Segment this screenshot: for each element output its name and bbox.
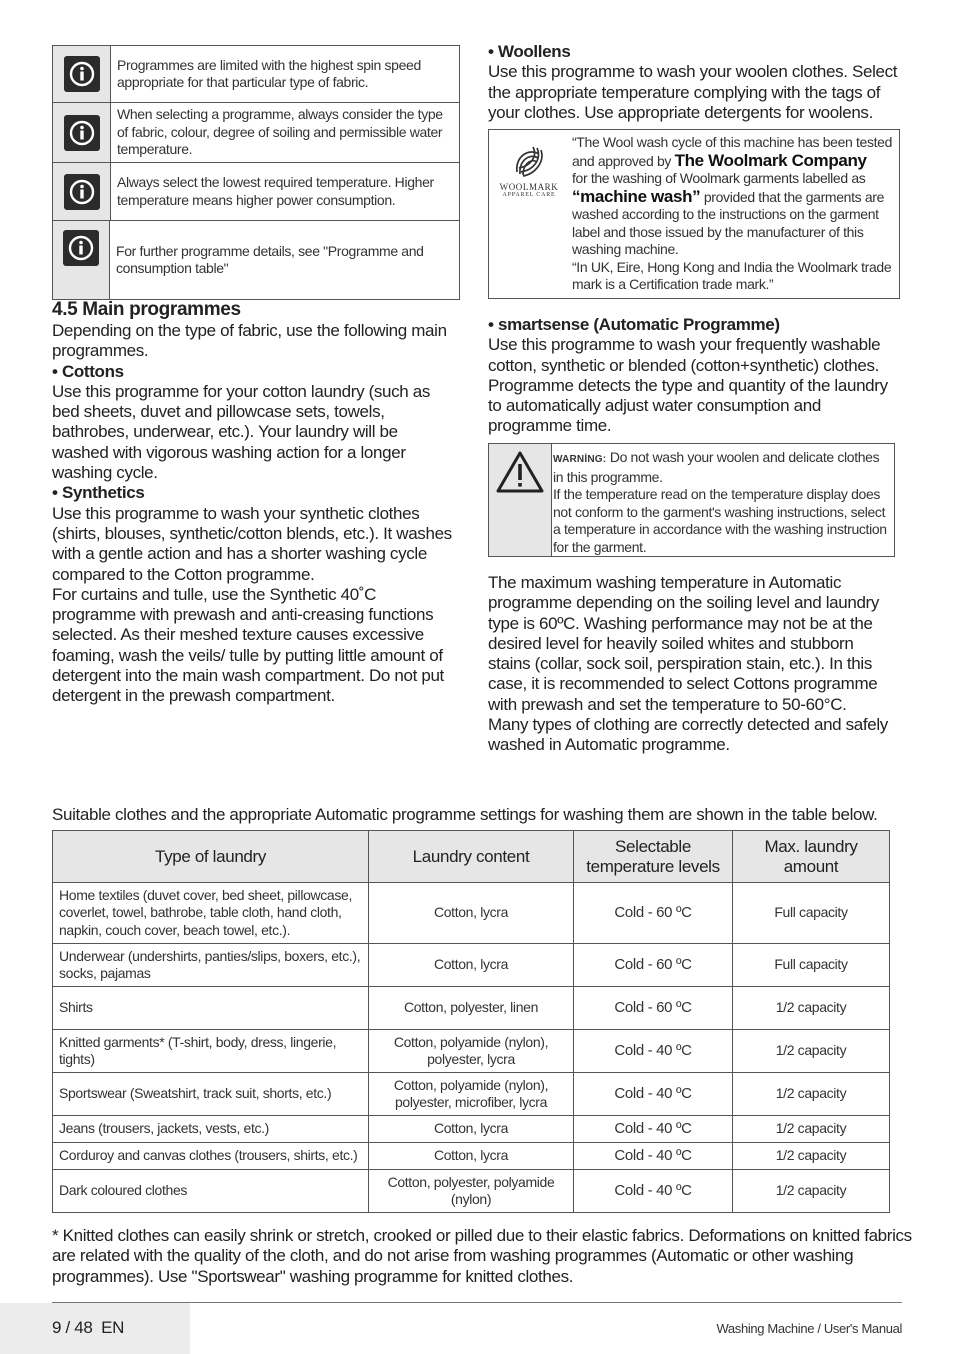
table-row xyxy=(53,1170,890,1213)
cottons-title: • Cottons xyxy=(52,361,124,381)
table-cell: Knitted garments* (T-shirt, body, dress, lingerie, tights) xyxy=(53,1030,369,1073)
info-note-text: Always select the lowest required temperature. Higher temperature means higher power consumption. xyxy=(117,174,434,208)
section-heading: 4.5 Main programmes xyxy=(52,299,241,320)
table-cell: Corduroy and canvas clothes (trousers, shirts, etc.) xyxy=(53,1143,369,1170)
woolmark-logo-word: WOOLMARK xyxy=(499,182,559,192)
table-cell: Underwear (undershirts, panties/slips, boxers, etc.), socks, pajamas xyxy=(53,944,369,987)
table-row xyxy=(53,944,890,987)
main-programmes-section xyxy=(52,299,458,707)
table-cell: Full capacity xyxy=(733,944,890,987)
warning-box xyxy=(488,443,895,557)
cottons-text: Use this programme for your cotton laundry (such as bed sheets, duvet and pillowcase sets, towels, bathrobes, underwear, etc.). Your laundry will be washed with vigorous washing action for a longer washing cycle. xyxy=(52,381,431,483)
column-header: Selectable temperature levels xyxy=(574,831,733,883)
woolmark-box xyxy=(488,129,900,299)
woollens-text: Use this programme to wash your woolen clothes. Select the appropriate temperature complying with the tags of your clothes. Use appropriate detergents for woolens. xyxy=(488,62,898,122)
table-cell: Cold - 40 ºC xyxy=(574,1143,733,1170)
table-cell: Cold - 60 ºC xyxy=(574,883,733,944)
column-header: Max. laundry amount xyxy=(733,831,890,883)
automatic-info-text-2: Many types of clothing are correctly detected and safely washed in Automatic programme. xyxy=(488,715,888,755)
table-cell: Cotton, lycra xyxy=(369,883,574,944)
table-cell: 1/2 capacity xyxy=(733,987,890,1030)
table-intro: Suitable clothes and the appropriate Automatic programme settings for washing them are shown in the table below. xyxy=(52,805,878,824)
info-note xyxy=(53,221,459,299)
table-cell: Cold - 40 ºC xyxy=(574,1073,733,1116)
info-icon xyxy=(64,174,100,210)
table-cell: 1/2 capacity xyxy=(733,1143,890,1170)
info-note xyxy=(53,163,459,221)
table-row xyxy=(53,1073,890,1116)
table-row xyxy=(53,1143,890,1170)
table-cell: Cold - 60 ºC xyxy=(574,944,733,987)
woollens-section xyxy=(488,42,900,123)
table-cell: Home textiles (duvet cover, bed sheet, pillowcase, coverlet, towel, bathrobe, table cloth, hand cloth, napkin, couch cover, beach towel, etc.). xyxy=(53,883,369,944)
column-header: Type of laundry xyxy=(53,831,369,883)
warning-label: WARNİNG: xyxy=(553,454,607,465)
table-cell: Cotton, polyester, polyamide (nylon) xyxy=(369,1170,574,1213)
table-row xyxy=(53,987,890,1030)
table-row xyxy=(53,883,890,944)
table-cell: Cotton, polyamide (nylon), polyester, lycra xyxy=(369,1030,574,1073)
info-icon xyxy=(63,230,99,266)
table-cell: Cold - 60 ºC xyxy=(574,987,733,1030)
table-cell: Cotton, lycra xyxy=(369,944,574,987)
woolmark-company: The Woolmark Company xyxy=(674,150,867,170)
info-icon xyxy=(64,56,100,92)
warning-text: WARNİNG: Do not wash your woolen and delicate clothes in this programme. If the temperature read on the temperature display does not conform to the garment's washing instructions, select a temperature in accordance with the washing instruction for the garment. xyxy=(553,449,887,555)
info-notes-table xyxy=(52,45,460,300)
info-note-text: Programmes are limited with the highest spin speed appropriate for that particular type of fabric. xyxy=(117,56,421,90)
table-cell: Cold - 40 ºC xyxy=(574,1170,733,1213)
table-cell: Sportswear (Sweatshirt, track suit, shorts, etc.) xyxy=(53,1073,369,1116)
footer-divider xyxy=(52,1302,902,1303)
table-cell: Full capacity xyxy=(733,883,890,944)
table-cell: Jeans (trousers, jackets, vests, etc.) xyxy=(53,1116,369,1143)
table-cell: Cotton, lycra xyxy=(369,1143,574,1170)
intro-text: Depending on the type of fabric, use the following main programmes. xyxy=(52,321,447,361)
woolmark-logo xyxy=(489,130,569,298)
table-cell: 1/2 capacity xyxy=(733,1170,890,1213)
machine-wash-label: “machine wash” xyxy=(572,186,701,206)
page-number: 9 / 48 EN xyxy=(52,1318,125,1337)
info-icon xyxy=(64,115,100,151)
table-cell: Cotton, polyester, linen xyxy=(369,987,574,1030)
column-header: Laundry content xyxy=(369,831,574,883)
table-row xyxy=(53,1030,890,1073)
info-note xyxy=(53,103,459,163)
synthetics-text: Use this programme to wash your synthetic clothes (shirts, blouses, synthetic/cotton blends, etc.). It washes with a gentle action and has a shorter washing cycle compared to the Cotton programme. xyxy=(52,503,452,584)
footer-title: Washing Machine / User's Manual xyxy=(716,1321,902,1336)
automatic-info-section xyxy=(488,573,900,756)
table-cell: 1/2 capacity xyxy=(733,1073,890,1116)
table-cell: Shirts xyxy=(53,987,369,1030)
smartsense-title: • smartsense (Automatic Programme) xyxy=(488,315,780,334)
woolmark-icon xyxy=(509,142,549,180)
table-cell: Cold - 40 ºC xyxy=(574,1116,733,1143)
table-cell: Cotton, polyamide (nylon), polyester, microfiber, lycra xyxy=(369,1073,574,1116)
synthetics-title: • Synthetics xyxy=(52,483,145,503)
smartsense-text: Use this programme to wash your frequently washable cotton, synthetic or blended (cotton+synthetic) clothes. Programme detects the type and quantity of the laundry to automatically adjust water consumption and programme time. xyxy=(488,335,888,436)
woolmark-text: “The Wool wash cycle of this machine has been tested and approved by The Woolmark Company for the washing of Woolmark garments labelled as “machine wash” provided that the garments are washed according to the instructions on the garment label and those issued by the manufacturer of this washing machine. “In UK, Eire, Hong Kong and India the Woolmark trade mark is a Certification trade mark.” xyxy=(572,134,893,292)
table-cell: 1/2 capacity xyxy=(733,1030,890,1073)
automatic-settings-table xyxy=(52,830,890,1213)
info-note-text: When selecting a programme, always consider the type of fabric, colour, degree of soiling and permissible water temperature. xyxy=(117,106,443,158)
info-note xyxy=(53,46,459,103)
table-cell: 1/2 capacity xyxy=(733,1116,890,1143)
woolmark-logo-sub: APPAREL CARE xyxy=(502,192,556,198)
footnote: * Knitted clothes can easily shrink or stretch, crooked or pilled due to their elastic fabrics. Deformations on knitted fabrics are related with the quality of the cloth, and do not arise from washing programmes (Automatic or other washing programmes). Use "Sportswear" washing programme for knitted clothes. xyxy=(52,1226,912,1286)
warning-icon xyxy=(495,450,545,494)
automatic-info-text: The maximum washing temperature in Automatic programme depending on the soiling level and laundry type is 60ºC. Washing performance may not be at the desired level for heavily soiled whites and stubborn stains (collar, sock soil, perspiration stain, etc.). In this case, it is recommended to select Cottons programme with prewash and set the temperature to 50-60°C. xyxy=(488,573,880,714)
info-note-text: For further programme details, see "Programme and consumption table" xyxy=(116,242,424,276)
smartsense-section xyxy=(488,315,900,437)
table-cell: Cold - 40 ºC xyxy=(574,1030,733,1073)
table-header-row xyxy=(53,831,890,883)
table-cell: Cotton, lycra xyxy=(369,1116,574,1143)
synthetics-text-2: For curtains and tulle, use the Synthetic 40˚C programme with prewash and anti-creasing functions selected. As their meshed texture causes excessive foaming, wash the veils/ tulle by putting little amount of detergent into the main wash compartment. Do not put detergent in the prewash compartment. xyxy=(52,584,444,706)
table-cell: Dark coloured clothes xyxy=(53,1170,369,1213)
table-row xyxy=(53,1116,890,1143)
woollens-title: • Woollens xyxy=(488,42,571,61)
